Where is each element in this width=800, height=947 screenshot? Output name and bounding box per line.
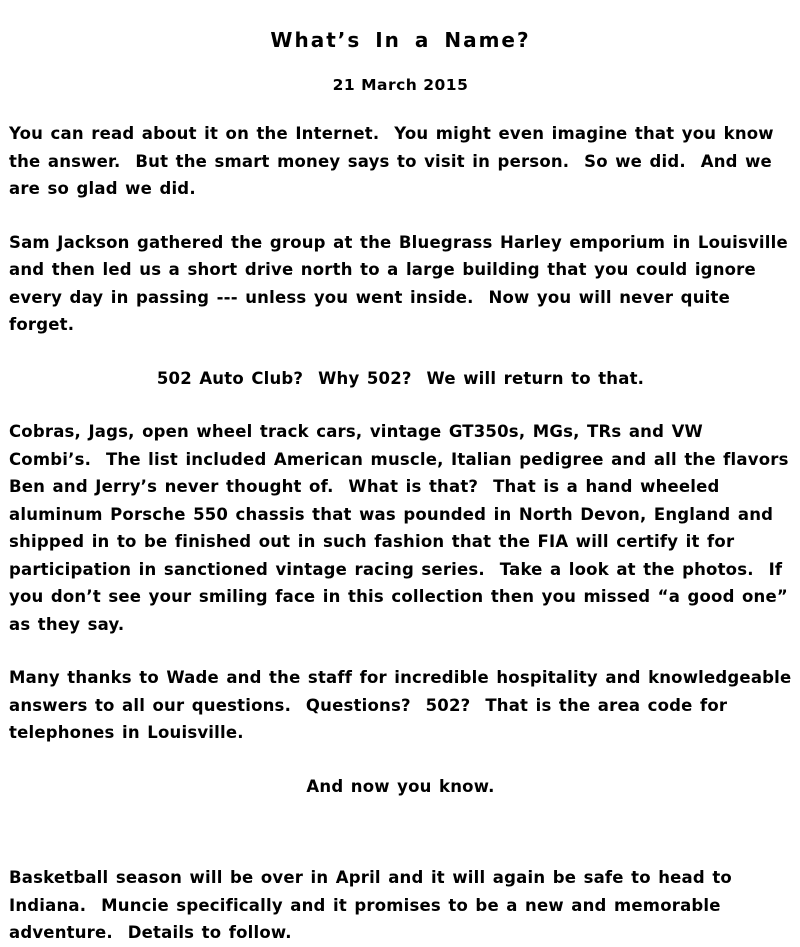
paragraph-thanks: Many thanks to Wade and the staff for incredible hospitality and knowledgeable answers to all our questions. Questions? 502? That is the area code for telephones in Louisville. <box>9 668 799 742</box>
document-date: 21 March 2015 <box>332 76 469 94</box>
page-title: What’s In a Name? <box>270 28 531 52</box>
paragraph-basketball-announcement: Basketball season will be over in April and it will again be safe to head to Indiana. Muncie specifically and it promises to be a new and memorable adventure. Details to follow. <box>9 868 740 942</box>
paragraph-now-you-know: And now you know. <box>306 776 495 796</box>
paragraph-gathering: Sam Jackson gathered the group at the Bluegrass Harley emporium in Louisville and then led us a short drive north to a large building that you could ignore every day in passing --- unless you went inside. Now you will never quite forget. <box>9 232 796 334</box>
paragraph-cars-description: Cobras, Jags, open wheel track cars, vintage GT350s, MGs, TRs and VW Combi’s. The list included American muscle, Italian pedigree and all the flavors Ben and Jerry’s never thought of. What is that? That is a hand wheeled aluminum Porsche 550 chassis that was pounded in North Devon, England and shipped in to be finished out in such fashion that the FIA will certify it for participation in sanctioned vintage racing series. Take a look at the photos. If you don’t see your smiling face in this collection then you missed “a good one” as they say. <box>9 422 797 634</box>
paragraph-intro: You can read about it on the Internet. You might even imagine that you know the answer. But the smart money says to visit in person. So we did. And we are so glad we did. <box>9 124 782 198</box>
paragraph-502-question: 502 Auto Club? Why 502? We will return to that. <box>156 368 645 388</box>
